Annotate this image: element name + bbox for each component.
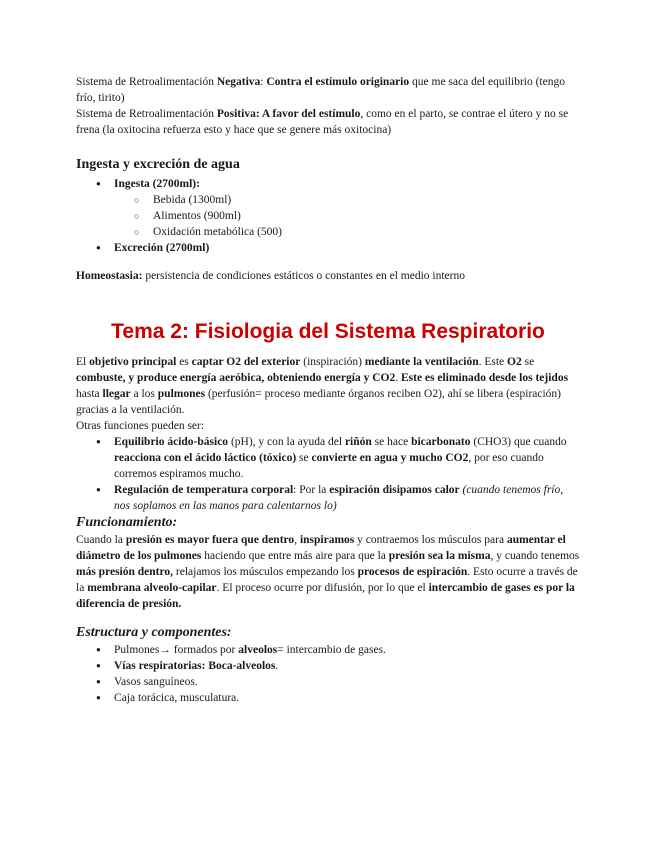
text: espiración disipamos calor (329, 484, 460, 496)
text: a los (130, 388, 158, 400)
list-item: ○ Bebida (1300ml) (76, 192, 580, 208)
text: . Esto ocurre a través de la (76, 566, 578, 594)
text: , como en el parto, se contrae el útero y no se frena (la oxitocina refuerza esto y hace que se genere más oxitocina) (76, 108, 569, 136)
text: mediante la ventilación (364, 356, 479, 368)
text: (inspiración) (300, 356, 365, 368)
text: Homeostasia: (76, 270, 143, 282)
text: Contra el estímulo originario (266, 76, 410, 88)
retro-negativa-paragraph (76, 74, 580, 106)
text: objetivo principal (89, 356, 177, 368)
text: reacciona con el ácido láctico (114, 452, 257, 464)
text: Sistema de Retroalimentación (76, 108, 217, 120)
text: , y cuando tenemos (490, 550, 580, 562)
text: El (76, 356, 90, 368)
text: Este es eliminado desde los tejidos (400, 372, 569, 384)
otras-funciones-text: Otras funciones pueden ser: (76, 420, 205, 432)
text: persistencia de condiciones estáticos o constantes en el medio interno (142, 270, 465, 282)
list-item: ● Vasos sanguíneos. (76, 674, 580, 690)
list-item (76, 642, 580, 658)
list-item (76, 482, 580, 514)
spacer (76, 612, 580, 624)
text: Negativa (216, 76, 261, 88)
funcionamiento-heading: Funcionamiento: (76, 515, 178, 530)
text: combuste, y produce energía aeróbica, obteniendo energía y CO2 (76, 372, 396, 384)
text: Cuando la (76, 534, 126, 546)
text: , por eso cuando corremos espiramos mucho. (114, 452, 544, 480)
text: se (521, 356, 535, 368)
text: Vías respiratorias: Boca-alveolos (114, 660, 276, 672)
text: Excreción (2700ml) (114, 242, 210, 254)
list-item (76, 434, 580, 482)
text: bicarbonato (411, 436, 471, 448)
text: presión sea la misma (388, 550, 491, 562)
text: . El proceso ocurre por difusión, por lo que el (216, 582, 429, 594)
text: Positiva: A favor del estímulo (216, 108, 361, 120)
text: pulmones (157, 388, 206, 400)
list-item (76, 658, 580, 674)
text: haciendo que entre más aire para que la (201, 550, 389, 562)
text: riñón (344, 436, 372, 448)
text: Ingesta (2700ml): (114, 178, 200, 190)
text: . (275, 660, 279, 672)
funcionamiento-paragraph (76, 532, 580, 612)
text: hasta (76, 388, 103, 400)
text: , (294, 534, 300, 546)
text: llegar (102, 388, 131, 400)
text: captar O2 del exterior (191, 356, 301, 368)
list-item (76, 240, 580, 256)
text: Pulmones (114, 644, 160, 656)
text: se hace (371, 436, 412, 448)
estructura-list (76, 642, 580, 706)
list-item: ○ Alimentos (900ml) (76, 208, 580, 224)
homeostasia-paragraph (76, 268, 580, 284)
agua-heading: Ingesta y excreción de agua (76, 157, 240, 172)
list-item: ● Caja torácica, musculatura. (76, 690, 580, 706)
text: (tóxico) (259, 452, 297, 464)
ingesta-sublist (76, 192, 580, 240)
text: O2 (507, 356, 522, 368)
text: (cuando tenemos frío, nos soplamos en las manos para calentarnos lo) (114, 484, 564, 512)
intro-paragraph (76, 354, 580, 418)
funciones-list (76, 434, 580, 514)
text: presión es mayor fuera que dentro (125, 534, 295, 546)
text: : (260, 76, 267, 88)
text: (perfusión= proceso mediante órganos reciben O2), ahí se libera (espiración) gracias a la ventilación. (76, 388, 562, 416)
text: (CHO3) que cuando (470, 436, 567, 448)
retro-positiva-paragraph (76, 106, 580, 138)
text: y contraemos los músculos para (354, 534, 507, 546)
text: = intercambio de gases. (277, 644, 386, 656)
text: alveolos (238, 644, 278, 656)
text: que me saca del equilibrio (tengo frío, tirito) (76, 76, 565, 104)
text: : Por la (293, 484, 330, 496)
text: procesos de espiración (357, 566, 468, 578)
list-item: ○ Oxidación metabólica (500) (76, 224, 580, 240)
page-title: Tema 2: Fisiologia del Sistema Respiratorio (111, 320, 545, 343)
text: se (296, 452, 312, 464)
text: . (395, 372, 401, 384)
list-item (76, 176, 580, 240)
text: Sistema de Retroalimentación (76, 76, 217, 88)
text: inspiramos (299, 534, 355, 546)
text: intercambio de gases es por la diferencia de presión. (76, 582, 575, 610)
text: membrana alveolo-capilar (87, 582, 217, 594)
text: relajamos los músculos empezando los (173, 566, 358, 578)
agua-list (76, 176, 580, 256)
text: convierte en agua y mucho CO2 (311, 452, 469, 464)
text: Regulación de temperatura corporal (114, 484, 294, 496)
text: más presión dentro, (76, 566, 174, 578)
text: → formados por (159, 644, 239, 656)
spacer (76, 256, 580, 268)
text: (pH), y con la ayuda del (228, 436, 345, 448)
text: aumentar el diámetro de los pulmones (76, 534, 566, 562)
estructura-heading: Estructura y componentes: (76, 625, 232, 640)
document-page (76, 74, 580, 706)
text: . Este (478, 356, 508, 368)
text: Equilibrio ácido-básico (114, 436, 229, 448)
text: es (176, 356, 192, 368)
